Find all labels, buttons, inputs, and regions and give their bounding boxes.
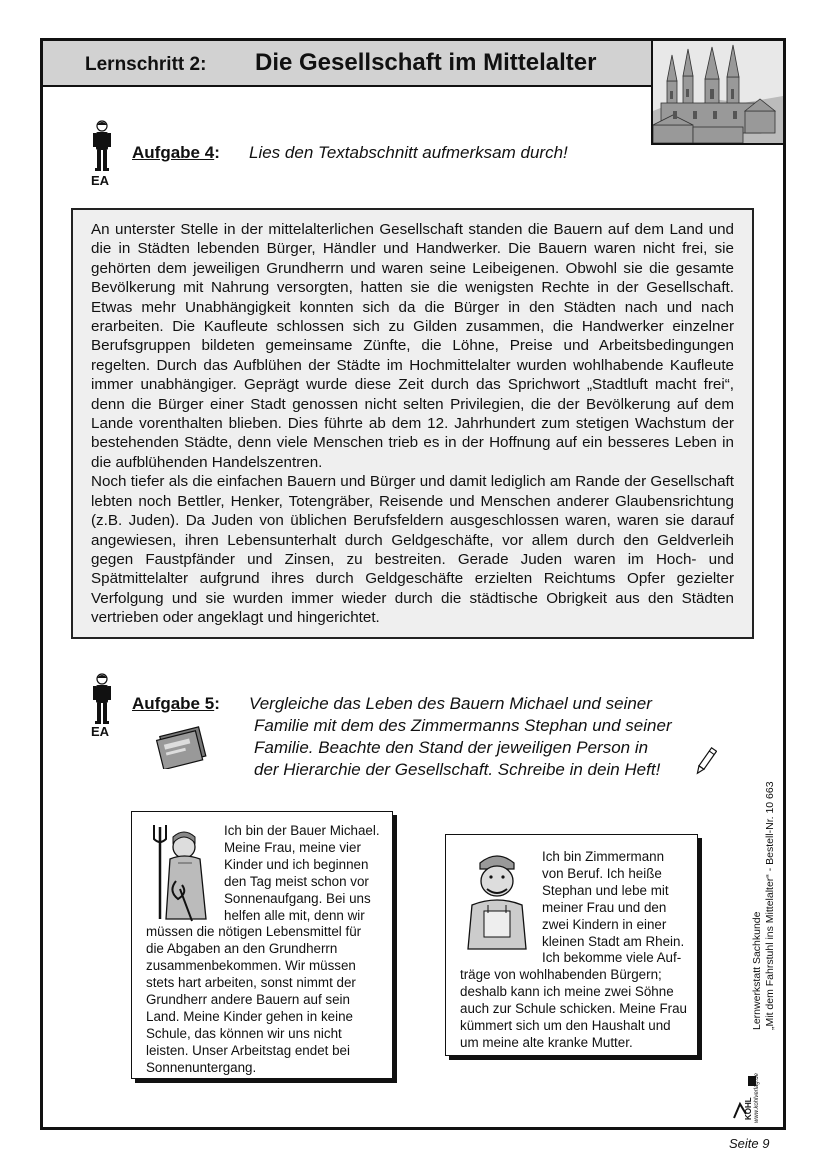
task-5-instruction-line: Familie mit dem des Zimmermanns Stephan und seiner <box>254 716 672 735</box>
publisher-name: KOHL <box>744 1097 753 1120</box>
farmer-illustration <box>146 823 218 923</box>
individual-work-badge: EA <box>91 724 110 739</box>
reading-text-box <box>71 208 754 639</box>
cathedral-illustration <box>651 41 783 145</box>
task-5-number: Aufgabe 5 <box>132 694 215 713</box>
carpenter-text: Ich bin Zimmermann von Beruf. Ich heiße Stephan und lebe mit meiner Frau und den zwei Kindern in einer kleinen Stadt am Rhein. Ich bekomme viele Aufträge von wohlhabenden Bürgern; deshalb kann ich meine zwei Söhne auch zur Schule schicken. Meine Frau kümmert sich um den Haushalt und um meine alte kranke Mutter. <box>460 849 688 1050</box>
student-figure-icon <box>91 120 113 177</box>
publisher-logo <box>730 1074 760 1124</box>
page-title: Die Gesellschaft im Mittelalter <box>255 49 597 76</box>
farmer-text: Ich bin der Bauer Michael. Meine Frau, meine vier Kinder und ich beginnen den Tag meist schon vor Sonnenaufgang. Bei uns helfen alle mit, denn wir müssen die nötigen Lebensmittel für die Abgaben an den Grundherrn zusammenbekommen. Wir müssen stets hart arbeiten, sonst nimmt der Grundherr andere Bauern auf sein Land. Meine Kinder gehen in keine Schule, das können wir uns nicht leisten. Unser Arbeitstag endet bei Sonnenuntergang. <box>146 823 380 1075</box>
task-5-colon: : <box>214 694 220 713</box>
series-title: Lernwerkstatt Sachkunde <box>751 911 763 1030</box>
task-4-colon: : <box>214 143 220 162</box>
publisher-url: www.kohlverlag.de <box>754 1072 760 1123</box>
task-5-instruction-line: der Hierarchie der Gesellschaft. Schreibe in dein Heft! <box>254 760 661 779</box>
task-5-instruction-line: Vergleiche das Leben des Bauern Michael und seiner <box>249 694 652 713</box>
page-number: Seite 9 <box>729 1136 770 1151</box>
task-5-label <box>132 694 220 714</box>
student-figure-icon <box>91 673 113 730</box>
task-4-number: Aufgabe 4 <box>132 143 215 162</box>
lesson-step: Lernschritt 2: <box>85 54 207 75</box>
order-info: „Mit dem Fahrstuhl ins Mittelalter“ - Bestell-Nr. 10 663 <box>764 781 776 1030</box>
task-4-instruction: Lies den Textabschnitt aufmerksam durch! <box>249 143 568 162</box>
farmer-card <box>131 811 393 1079</box>
task-5-instruction-line: Familie. Beachte den Stand der jeweiligen Person in <box>254 738 649 757</box>
reading-paragraph: Noch tiefer als die einfachen Bauern und Bürger und damit lediglich am Rande der Gesellschaft lebten noch Bettler, Henker, Totengräber, Reisende und Menschen anderer Glaubensrichtung (z.B. Juden). Da Juden von üblichen Berufsfeldern ausgeschlossen waren, waren sie darauf angewiesen, ihren Lebensunterhalt durch Geldgeschäfte, vor allem durch den Geldverleih gegen Faustpfänder und Zinsen, zu bestreiten. Gerade Juden waren im Hoch- und Spätmittelalter aufgrund ihres durch Geldgeschäfte erzielten Reichtums Opfer gezielter Verfolgung und sie wurden immer wieder durch die städtische Obrigkeit aus den Städten vertrieben oder angeklagt und hingerichtet. <box>91 473 734 627</box>
task-4-label <box>132 143 220 163</box>
page-header <box>43 41 651 87</box>
carpenter-illustration <box>460 849 536 951</box>
individual-work-badge: EA <box>91 173 110 188</box>
notebook-icon <box>155 725 213 774</box>
pencil-icon <box>695 745 717 782</box>
reading-paragraph: An unterster Stelle in der mittelalterlichen Gesellschaft standen die Bauern auf dem Land und die in Städten lebenden Bürger, Händler und Handwerker. Die Bauern waren nicht frei, sie gehörten dem jeweiligen Grundherrn und waren seine Leibeigenen. Obwohl sie die gesamte Bevölkerung mit Nahrung versorgten, hatten sie die wenigsten Rechte in der Gesellschaft. Etwas mehr Unabhängigkeit konnten sich da die Bürger in den Städten nach und nach erarbeiten. Die Kaufleute schlossen sich zu Gilden zusammen, die Handwerker einzelner Berufsgruppen bildeten gemeinsame Zünfte, die Löhne, Preise und Arbeitsbedingungen regelten. Durch das Aufblühen der Städte im Hochmittelalter wurden wohlhabende Kaufleute immer unabhängiger. Geprägt wurde diese Zeit durch das Sprichwort „Stadtluft macht frei“, denn die Bürger einer Stadt genossen nicht selten Privilegien, die der Bevölkerung auf dem Lande vorenthalten blieben. Dies führte ab dem 12. Jahrhundert zum stetigen Wachstum der bestehenden Städte, denn viele Menschen trieb es in der Hoffnung auf ein besseres Leben in die aufblühenden Handelszentren. <box>91 221 734 471</box>
publication-info <box>751 780 777 1030</box>
carpenter-card <box>445 834 698 1056</box>
